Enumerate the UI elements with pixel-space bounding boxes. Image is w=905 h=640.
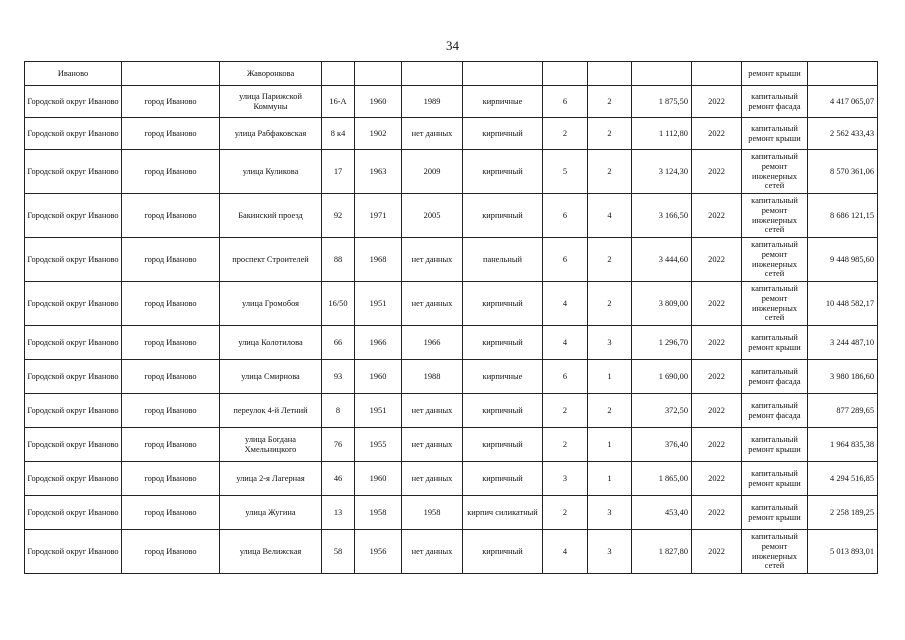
floors-cell: 6 xyxy=(543,86,588,118)
street-cell: улица Жугина xyxy=(220,496,322,530)
work-type-cell: капитальный ремонт инженерных сетей xyxy=(742,238,808,282)
wall-material-cell: кирпичный xyxy=(463,394,543,428)
house-number-cell: 13 xyxy=(322,496,355,530)
cost-cell: 1 964 835,38 xyxy=(808,428,878,462)
work-type-cell: капитальный ремонт крыши xyxy=(742,496,808,530)
repair-year-cell: 2022 xyxy=(692,428,742,462)
wall-material-cell: кирпичный xyxy=(463,194,543,238)
year-built-cell: 1958 xyxy=(355,496,402,530)
cost-cell: 877 289,65 xyxy=(808,394,878,428)
municipality-cell: Городской округ Иваново xyxy=(25,360,122,394)
table-body xyxy=(25,62,878,574)
reconstruction-year-cell: нет данных xyxy=(402,282,463,326)
repair-year-cell xyxy=(692,62,742,86)
street-cell: улица Куликова xyxy=(220,150,322,194)
street-cell: Бакинский проезд xyxy=(220,194,322,238)
year-built-cell: 1955 xyxy=(355,428,402,462)
municipality-cell: Городской округ Иваново xyxy=(25,326,122,360)
reconstruction-year-cell: 2005 xyxy=(402,194,463,238)
municipality-cell: Городской округ Иваново xyxy=(25,194,122,238)
reconstruction-year-cell: 1958 xyxy=(402,496,463,530)
work-type-cell: капитальный ремонт инженерных сетей xyxy=(742,530,808,574)
wall-material-cell: кирпичный xyxy=(463,118,543,150)
year-built-cell: 1963 xyxy=(355,150,402,194)
cost-cell: 4 417 065,07 xyxy=(808,86,878,118)
street-cell: улица Велижская xyxy=(220,530,322,574)
street-cell: улица Рабфаковская xyxy=(220,118,322,150)
work-type-cell: капитальный ремонт инженерных сетей xyxy=(742,194,808,238)
area-cell: 1 690,00 xyxy=(632,360,692,394)
capital-repair-table xyxy=(24,61,878,574)
settlement-cell: город Иваново xyxy=(122,394,220,428)
repair-year-cell: 2022 xyxy=(692,194,742,238)
house-number-cell: 16-А xyxy=(322,86,355,118)
house-number-cell: 46 xyxy=(322,462,355,496)
floors-cell: 2 xyxy=(543,118,588,150)
wall-material-cell xyxy=(463,62,543,86)
street-cell: улица Смирнова xyxy=(220,360,322,394)
area-cell: 1 112,80 xyxy=(632,118,692,150)
table-row xyxy=(25,326,878,360)
wall-material-cell: кирпичный xyxy=(463,282,543,326)
cost-cell: 3 980 186,60 xyxy=(808,360,878,394)
table-row xyxy=(25,150,878,194)
year-built-cell: 1968 xyxy=(355,238,402,282)
floors-cell: 5 xyxy=(543,150,588,194)
table-row xyxy=(25,282,878,326)
municipality-cell: Городской округ Иваново xyxy=(25,462,122,496)
repair-year-cell: 2022 xyxy=(692,238,742,282)
floors-cell: 6 xyxy=(543,194,588,238)
year-built-cell: 1966 xyxy=(355,326,402,360)
municipality-cell: Городской округ Иваново xyxy=(25,496,122,530)
street-cell: улица 2-я Лагерная xyxy=(220,462,322,496)
repair-year-cell: 2022 xyxy=(692,326,742,360)
entrances-cell: 2 xyxy=(588,150,632,194)
street-cell: улица Колотилова xyxy=(220,326,322,360)
house-number-cell: 8 xyxy=(322,394,355,428)
reconstruction-year-cell: нет данных xyxy=(402,238,463,282)
table-row xyxy=(25,394,878,428)
cost-cell: 5 013 893,01 xyxy=(808,530,878,574)
floors-cell: 2 xyxy=(543,394,588,428)
floors-cell: 3 xyxy=(543,462,588,496)
reconstruction-year-cell: нет данных xyxy=(402,530,463,574)
settlement-cell: город Иваново xyxy=(122,428,220,462)
table-row xyxy=(25,360,878,394)
reconstruction-year-cell xyxy=(402,62,463,86)
municipality-cell: Городской округ Иваново xyxy=(25,150,122,194)
area-cell: 1 827,80 xyxy=(632,530,692,574)
repair-year-cell: 2022 xyxy=(692,530,742,574)
floors-cell: 4 xyxy=(543,326,588,360)
house-number-cell xyxy=(322,62,355,86)
repair-year-cell: 2022 xyxy=(692,150,742,194)
reconstruction-year-cell: нет данных xyxy=(402,118,463,150)
reconstruction-year-cell: 1988 xyxy=(402,360,463,394)
cost-cell: 3 244 487,10 xyxy=(808,326,878,360)
area-cell: 3 124,30 xyxy=(632,150,692,194)
cost-cell xyxy=(808,62,878,86)
settlement-cell: город Иваново xyxy=(122,326,220,360)
area-cell xyxy=(632,62,692,86)
area-cell: 372,50 xyxy=(632,394,692,428)
municipality-cell: Городской округ Иваново xyxy=(25,86,122,118)
floors-cell: 2 xyxy=(543,428,588,462)
entrances-cell xyxy=(588,62,632,86)
house-number-cell: 66 xyxy=(322,326,355,360)
entrances-cell: 2 xyxy=(588,86,632,118)
wall-material-cell: кирпичный xyxy=(463,530,543,574)
settlement-cell: город Иваново xyxy=(122,360,220,394)
house-number-cell: 8 к4 xyxy=(322,118,355,150)
table-row xyxy=(25,118,878,150)
cost-cell: 2 258 189,25 xyxy=(808,496,878,530)
repair-year-cell: 2022 xyxy=(692,118,742,150)
street-cell: улица Громобоя xyxy=(220,282,322,326)
area-cell: 1 875,50 xyxy=(632,86,692,118)
settlement-cell: город Иваново xyxy=(122,496,220,530)
table-row xyxy=(25,62,878,86)
year-built-cell: 1971 xyxy=(355,194,402,238)
entrances-cell: 2 xyxy=(588,118,632,150)
entrances-cell: 1 xyxy=(588,462,632,496)
page-number: 34 xyxy=(446,38,459,53)
municipality-cell: Иваново xyxy=(25,62,122,86)
settlement-cell xyxy=(122,62,220,86)
house-number-cell: 76 xyxy=(322,428,355,462)
municipality-cell: Городской округ Иваново xyxy=(25,394,122,428)
entrances-cell: 2 xyxy=(588,394,632,428)
house-number-cell: 58 xyxy=(322,530,355,574)
settlement-cell: город Иваново xyxy=(122,150,220,194)
wall-material-cell: кирпичный xyxy=(463,326,543,360)
house-number-cell: 17 xyxy=(322,150,355,194)
cost-cell: 4 294 516,85 xyxy=(808,462,878,496)
work-type-cell: капитальный ремонт инженерных сетей xyxy=(742,150,808,194)
wall-material-cell: кирпичные xyxy=(463,86,543,118)
entrances-cell: 1 xyxy=(588,360,632,394)
reconstruction-year-cell: 2009 xyxy=(402,150,463,194)
year-built-cell: 1960 xyxy=(355,86,402,118)
entrances-cell: 3 xyxy=(588,496,632,530)
entrances-cell: 4 xyxy=(588,194,632,238)
reconstruction-year-cell: 1989 xyxy=(402,86,463,118)
wall-material-cell: кирпичный xyxy=(463,428,543,462)
settlement-cell: город Иваново xyxy=(122,462,220,496)
area-cell: 3 809,00 xyxy=(632,282,692,326)
municipality-cell: Городской округ Иваново xyxy=(25,428,122,462)
work-type-cell: капитальный ремонт инженерных сетей xyxy=(742,282,808,326)
repair-year-cell: 2022 xyxy=(692,282,742,326)
floors-cell: 6 xyxy=(543,238,588,282)
year-built-cell: 1960 xyxy=(355,462,402,496)
settlement-cell: город Иваново xyxy=(122,194,220,238)
area-cell: 3 444,60 xyxy=(632,238,692,282)
wall-material-cell: кирпичный xyxy=(463,462,543,496)
settlement-cell: город Иваново xyxy=(122,86,220,118)
table-row xyxy=(25,462,878,496)
municipality-cell: Городской округ Иваново xyxy=(25,118,122,150)
table-row xyxy=(25,86,878,118)
settlement-cell: город Иваново xyxy=(122,282,220,326)
cost-cell: 8 686 121,15 xyxy=(808,194,878,238)
work-type-cell: капитальный ремонт крыши xyxy=(742,118,808,150)
house-number-cell: 92 xyxy=(322,194,355,238)
settlement-cell: город Иваново xyxy=(122,118,220,150)
year-built-cell xyxy=(355,62,402,86)
area-cell: 1 865,00 xyxy=(632,462,692,496)
cost-cell: 10 448 582,17 xyxy=(808,282,878,326)
cost-cell: 2 562 433,43 xyxy=(808,118,878,150)
municipality-cell: Городской округ Иваново xyxy=(25,530,122,574)
wall-material-cell: кирпичные xyxy=(463,360,543,394)
repair-year-cell: 2022 xyxy=(692,86,742,118)
cost-cell: 8 570 361,06 xyxy=(808,150,878,194)
reconstruction-year-cell: 1966 xyxy=(402,326,463,360)
area-cell: 453,40 xyxy=(632,496,692,530)
floors-cell: 6 xyxy=(543,360,588,394)
street-cell: улица Богдана Хмельницкого xyxy=(220,428,322,462)
floors-cell: 4 xyxy=(543,530,588,574)
municipality-cell: Городской округ Иваново xyxy=(25,282,122,326)
table-row xyxy=(25,194,878,238)
floors-cell: 4 xyxy=(543,282,588,326)
repair-year-cell: 2022 xyxy=(692,360,742,394)
street-cell: переулок 4-й Летний xyxy=(220,394,322,428)
table-row xyxy=(25,238,878,282)
wall-material-cell: панельный xyxy=(463,238,543,282)
entrances-cell: 2 xyxy=(588,238,632,282)
entrances-cell: 3 xyxy=(588,326,632,360)
floors-cell xyxy=(543,62,588,86)
street-cell: улица Парижской Коммуны xyxy=(220,86,322,118)
house-number-cell: 88 xyxy=(322,238,355,282)
entrances-cell: 2 xyxy=(588,282,632,326)
reconstruction-year-cell: нет данных xyxy=(402,462,463,496)
work-type-cell: капитальный ремонт фасада xyxy=(742,86,808,118)
area-cell: 376,40 xyxy=(632,428,692,462)
repair-year-cell: 2022 xyxy=(692,462,742,496)
table-row xyxy=(25,530,878,574)
cost-cell: 9 448 985,60 xyxy=(808,238,878,282)
table-row xyxy=(25,496,878,530)
work-type-cell: ремонт крыши xyxy=(742,62,808,86)
work-type-cell: капитальный ремонт крыши xyxy=(742,428,808,462)
street-cell: Жаворонкова xyxy=(220,62,322,86)
repair-year-cell: 2022 xyxy=(692,496,742,530)
year-built-cell: 1951 xyxy=(355,394,402,428)
floors-cell: 2 xyxy=(543,496,588,530)
work-type-cell: капитальный ремонт крыши xyxy=(742,326,808,360)
year-built-cell: 1951 xyxy=(355,282,402,326)
municipality-cell: Городской округ Иваново xyxy=(25,238,122,282)
year-built-cell: 1902 xyxy=(355,118,402,150)
settlement-cell: город Иваново xyxy=(122,238,220,282)
wall-material-cell: кирпич силикатный xyxy=(463,496,543,530)
work-type-cell: капитальный ремонт фасада xyxy=(742,360,808,394)
reconstruction-year-cell: нет данных xyxy=(402,428,463,462)
settlement-cell: город Иваново xyxy=(122,530,220,574)
area-cell: 3 166,50 xyxy=(632,194,692,238)
wall-material-cell: кирпичный xyxy=(463,150,543,194)
area-cell: 1 296,70 xyxy=(632,326,692,360)
street-cell: проспект Строителей xyxy=(220,238,322,282)
entrances-cell: 1 xyxy=(588,428,632,462)
reconstruction-year-cell: нет данных xyxy=(402,394,463,428)
house-number-cell: 93 xyxy=(322,360,355,394)
year-built-cell: 1956 xyxy=(355,530,402,574)
house-number-cell: 16/50 xyxy=(322,282,355,326)
work-type-cell: капитальный ремонт крыши xyxy=(742,462,808,496)
entrances-cell: 3 xyxy=(588,530,632,574)
table-row xyxy=(25,428,878,462)
work-type-cell: капитальный ремонт фасада xyxy=(742,394,808,428)
repair-year-cell: 2022 xyxy=(692,394,742,428)
year-built-cell: 1960 xyxy=(355,360,402,394)
